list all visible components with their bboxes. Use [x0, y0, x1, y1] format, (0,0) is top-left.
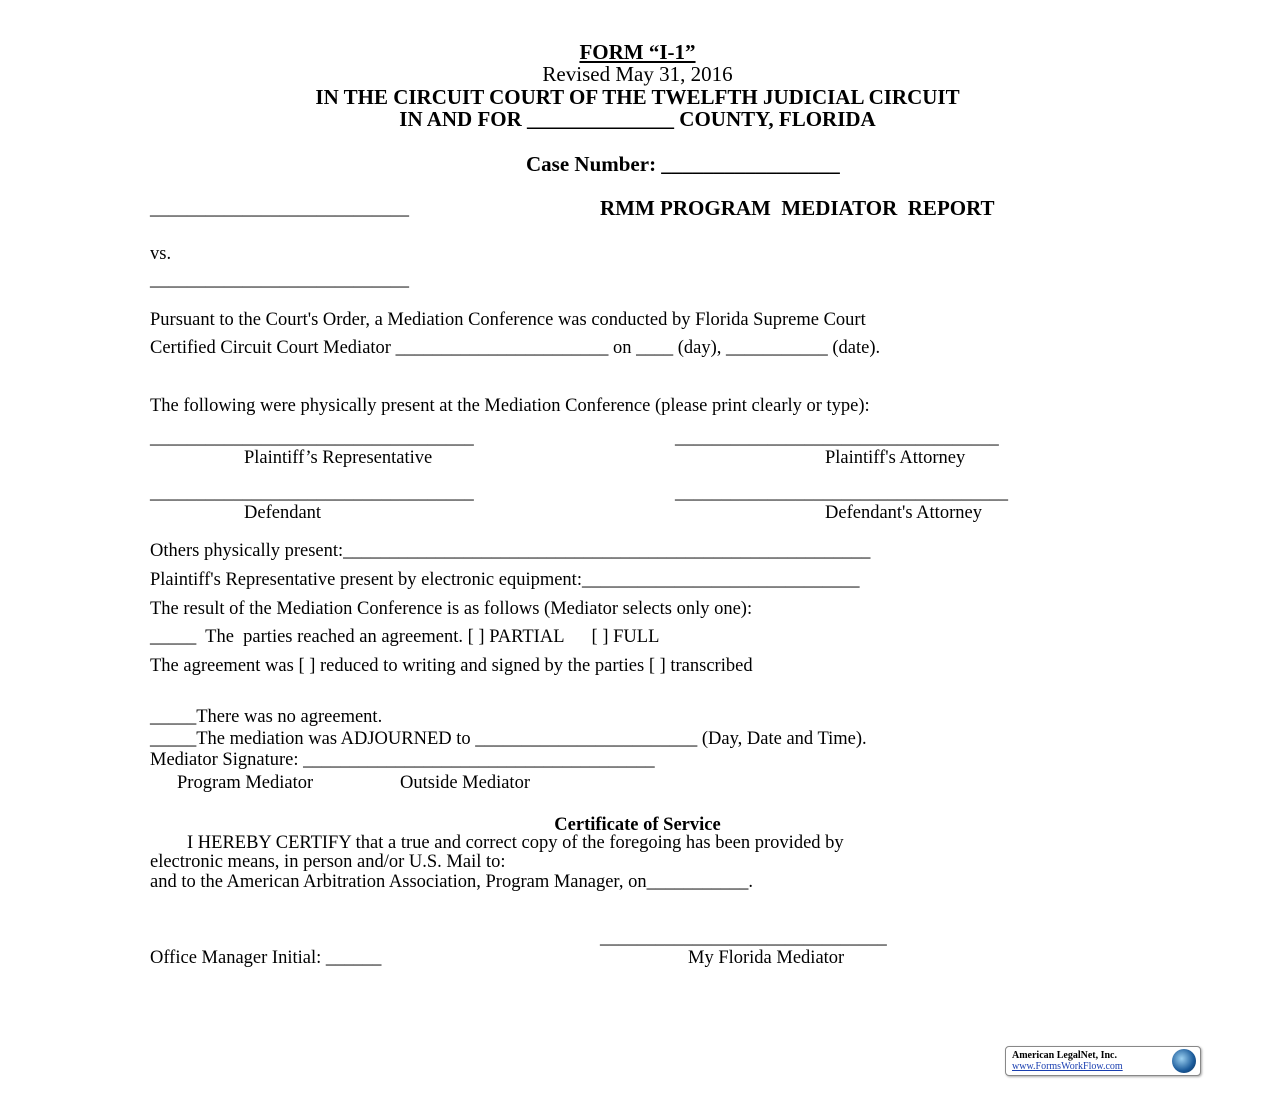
- present-intro: The following were physically present at the Mediation Conference (please print clearly or type):: [150, 396, 870, 416]
- revised-date: Revised May 31, 2016: [542, 62, 733, 86]
- certificate-title: Certificate of Service: [554, 815, 721, 835]
- plaintiff-attorney-label: Plaintiff's Attorney: [825, 448, 966, 468]
- adjourned-option: _____The mediation was ADJOURNED to ________________________ (Day, Date and Time).: [150, 729, 867, 749]
- agreement-option: _____ The parties reached an agreement. [ ] PARTIAL [ ] FULL: [150, 627, 660, 647]
- form-id: FORM “I-1”: [579, 40, 696, 64]
- plaintiff-name-line: ____________________________: [150, 199, 409, 219]
- defendant-label: Defendant: [244, 503, 322, 523]
- defendant-attorney-label: Defendant's Attorney: [825, 503, 982, 523]
- result-intro: The result of the Mediation Conference is as follows (Mediator selects only one):: [150, 599, 753, 619]
- logo-url[interactable]: www.FormsWorkFlow.com: [1012, 1061, 1123, 1072]
- agreement-writing: The agreement was [ ] reduced to writing and signed by the parties [ ] transcribed: [150, 656, 753, 676]
- plaintiff-rep-label: Plaintiff’s Representative: [244, 448, 433, 468]
- certificate-line-2: electronic means, in person and/or U.S. Mail to:: [150, 852, 506, 872]
- plaintiff-attorney-line: ___________________________________: [675, 428, 999, 448]
- program-mediator-label: Program Mediator: [177, 773, 314, 793]
- american-legalnet-logo: [1005, 1046, 1201, 1076]
- defendant-attorney-line: ____________________________________: [675, 483, 1008, 503]
- certificate-line-1: I HEREBY CERTIFY that a true and correct copy of the foregoing has been provided by: [150, 833, 844, 853]
- outside-mediator-label: Outside Mediator: [400, 773, 530, 793]
- court-line-2: IN AND FOR ______________ COUNTY, FLORIDA: [399, 107, 876, 131]
- no-agreement-option: _____There was no agreement.: [150, 707, 383, 727]
- logo-name: American LegalNet, Inc.: [1012, 1050, 1117, 1061]
- electronic-present: Plaintiff's Representative present by electronic equipment:______________________________: [150, 570, 860, 590]
- office-manager-initial: Office Manager Initial: ______: [150, 948, 382, 968]
- defendant-name-line: ____________________________: [150, 270, 409, 290]
- report-title: RMM PROGRAM MEDIATOR REPORT: [600, 196, 995, 220]
- globe-icon: [1172, 1049, 1196, 1073]
- mediator-sig-line: _______________________________: [600, 928, 887, 948]
- pursuant-line-2: Certified Circuit Court Mediator _______________________ on ____ (day), ___________ (date).: [150, 338, 881, 358]
- case-number: Case Number: _________________: [526, 152, 840, 176]
- defendant-line: ___________________________________: [150, 483, 474, 503]
- certificate-line-3: and to the American Arbitration Association, Program Manager, on___________.: [150, 872, 753, 892]
- mediator-signature: Mediator Signature: ______________________________________: [150, 750, 655, 770]
- others-present: Others physically present:_________________________________________________________: [150, 541, 871, 561]
- vs-label: vs.: [150, 244, 172, 264]
- pursuant-line-1: Pursuant to the Court's Order, a Mediation Conference was conducted by Florida Supreme Court: [150, 310, 866, 330]
- plaintiff-rep-line: ___________________________________: [150, 428, 474, 448]
- my-florida-mediator-label: My Florida Mediator: [688, 948, 845, 968]
- court-line-1: IN THE CIRCUIT COURT OF THE TWELFTH JUDICIAL CIRCUIT: [315, 85, 960, 109]
